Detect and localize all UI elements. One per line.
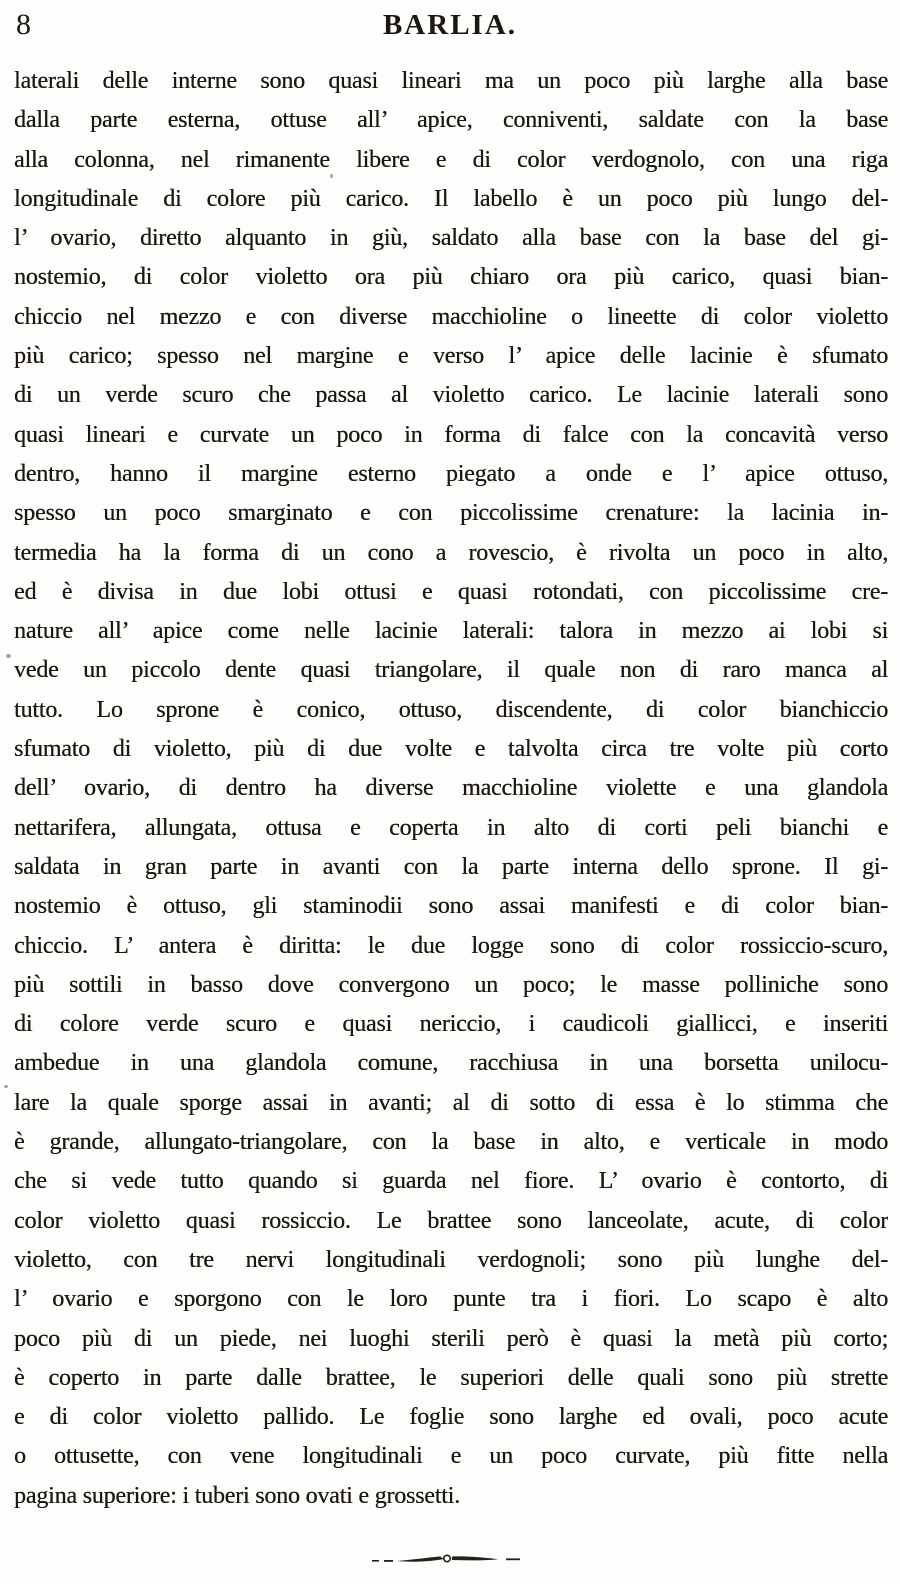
running-title: BARLIA. [382, 9, 518, 41]
text-line: di un verde scuro che passa al violetto carico. Le lacinie laterali sono [14, 382, 888, 409]
text-line: di colore verde scuro e quasi nericcio, i caudicoli giallicci, e inseriti [14, 1011, 888, 1038]
text-line: tutto. Lo sprone è conico, ottuso, discendente, di color bianchiccio [14, 696, 888, 723]
text-line: nature all’ apice come nelle lacinie laterali: talora in mezzo ai lobi si [14, 618, 888, 645]
text-line: alla colonna, nel rimanente libere e di color verdognolo, con una riga [14, 146, 888, 173]
text-line: longitudinale di colore più carico. Il labello è un poco più lungo del- [14, 185, 888, 212]
text-line: o ottusette, con vene longitudinali e un poco curvate, più fitte nella [14, 1443, 888, 1470]
text-line: nostemio, di color violetto ora più chiaro ora più carico, quasi bian- [14, 264, 888, 291]
page-number: 8 [16, 8, 31, 41]
text-line: pagina superiore: i tuberi sono ovati e grossetti. [14, 1482, 460, 1509]
text-line: che si vede tutto quando si guarda nel fiore. L’ ovario è contorto, di [14, 1168, 888, 1195]
text-line: l’ ovario e sporgono con le loro punte tra i fiori. Lo scapo è alto [14, 1286, 888, 1313]
text-line: quasi lineari e curvate un poco in forma di falce con la concavità verso [14, 421, 888, 448]
text-line: dell’ ovario, di dentro ha diverse macchioline violette e una glandola [14, 775, 888, 802]
text-line: più sottili in basso dove convergono un poco; le masse polliniche sono [14, 971, 888, 998]
text-line: lare la quale sporge assai in avanti; al di sotto di essa è lo stimma che [14, 1089, 888, 1116]
ink-speck [6, 654, 11, 658]
text-line: sfumato di violetto, più di due volte e talvolta circa tre volte più corto [14, 736, 888, 763]
text-line: violetto, con tre nervi longitudinali verdognoli; sono più lunghe del- [14, 1246, 888, 1273]
ink-speck [330, 174, 333, 178]
text-line: chiccio nel mezzo e con diverse macchioline o lineette di color violetto [14, 303, 888, 330]
text-line: poco più di un piede, nei luoghi sterili però è quasi la metà più corto; [14, 1325, 888, 1352]
text-line: vede un piccolo dente quasi triangolare, il quale non di raro manca al [14, 657, 888, 684]
text-line: termedia ha la forma di un cono a rovescio, è rivolta un poco in alto, [14, 539, 888, 566]
text-line: e di color violetto pallido. Le foglie sono larghe ed ovali, poco acute [14, 1404, 888, 1431]
text-line: laterali delle interne sono quasi lineari ma un poco più larghe alla base [14, 68, 888, 94]
text-line: dentro, hanno il margine esterno piegato a onde e l’ apice ottuso, [14, 460, 888, 487]
text-line: è grande, allungato-triangolare, con la base in alto, e verticale in modo [14, 1129, 888, 1156]
text-line: spesso un poco smarginato e con piccolissime crenature: la lacinia in- [14, 500, 888, 527]
text-line: l’ ovario, diretto alquanto in giù, saldato alla base con la base del gi- [14, 225, 888, 252]
text-line: ed è divisa in due lobi ottusi e quasi rotondati, con piccolissime cre- [14, 578, 888, 605]
text-line: nettarifera, allungata, ottusa e coperta in alto di corti peli bianchi e [14, 814, 888, 841]
text-line: saldata in gran parte in avanti con la parte interna dello sprone. Il gi- [14, 853, 888, 880]
page-header [0, 6, 900, 46]
page-text [14, 62, 888, 1516]
text-line: è coperto in parte dalle brattee, le superiori delle quali sono più strette [14, 1364, 888, 1391]
text-line: più carico; spesso nel margine e verso l’ apice delle lacinie è sfumato [14, 343, 888, 370]
text-line: chiccio. L’ antera è diritta: le due logge sono di color rossiccio-scuro, [14, 932, 888, 959]
text-line: dalla parte esterna, ottuse all’ apice, conniventi, saldate con la base [14, 107, 888, 134]
text-line: nostemio è ottuso, gli staminodii sono assai manifesti e di color bian- [14, 893, 888, 920]
text-line: ambedue in una glandola comune, racchiusa in una borsetta unilocu- [14, 1050, 888, 1077]
tailpiece-ornament-icon [370, 1550, 530, 1570]
ink-speck [4, 1085, 8, 1088]
text-line: color violetto quasi rossiccio. Le brattee sono lanceolate, acute, di color [14, 1207, 888, 1234]
